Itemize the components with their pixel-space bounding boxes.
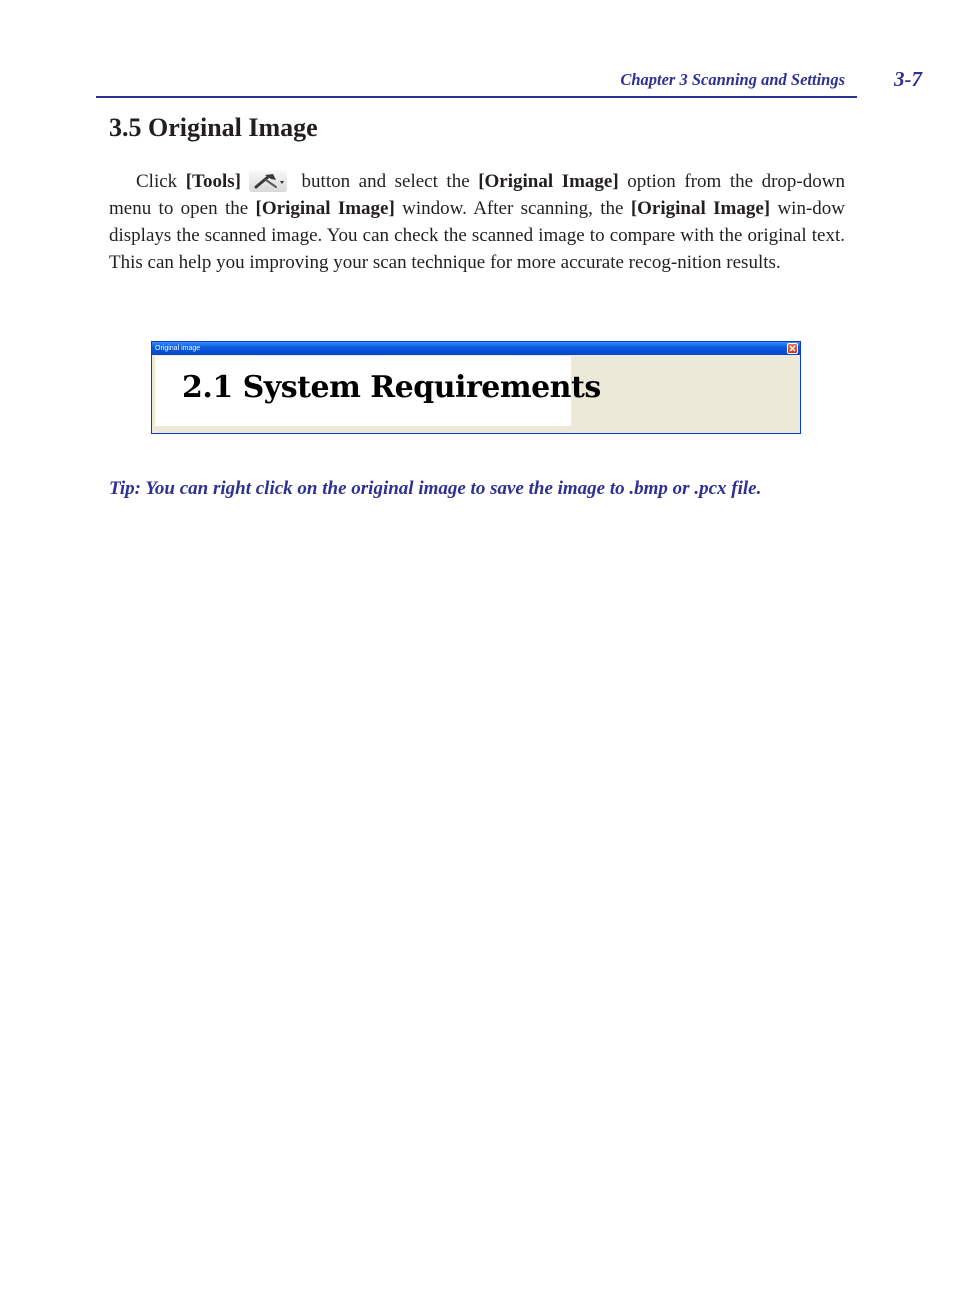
scanned-image-canvas[interactable] bbox=[155, 356, 601, 426]
scanned-text: 2.1 System Requirements bbox=[182, 370, 601, 405]
chapter-header: Chapter 3 Scanning and Settings bbox=[620, 70, 845, 89]
original-image-label-1: [Original Image] bbox=[478, 171, 619, 192]
tools-icon bbox=[249, 170, 287, 192]
window-titlebar[interactable] bbox=[152, 342, 800, 355]
body-text-4: window. After scanning, the bbox=[394, 198, 631, 219]
page-number: 3-7 bbox=[894, 67, 922, 91]
original-image-window bbox=[151, 341, 801, 434]
body-text-1: Click bbox=[136, 171, 186, 192]
tools-label: [Tools] bbox=[185, 171, 241, 192]
body-text-5: win-dow displays the scanned image. You can check the scanned image to compare with the original text. This can help you improving your scan technique for more accurate recog-nition results. bbox=[109, 198, 846, 273]
tip-text: Tip: You can right click on the original image to save the image to .bmp or .pcx file. bbox=[109, 478, 762, 499]
header-divider bbox=[96, 96, 857, 98]
close-icon[interactable] bbox=[787, 343, 798, 354]
original-image-label-2: [Original Image] bbox=[255, 198, 395, 219]
body-text-2: button and select the bbox=[292, 171, 479, 192]
section-title: 3.5 Original Image bbox=[109, 113, 318, 142]
body-paragraph bbox=[109, 168, 845, 276]
body-text-3: option from the drop-down menu to open the bbox=[109, 171, 845, 219]
original-image-label-3: [Original Image] bbox=[630, 198, 771, 219]
window-title: Original image bbox=[155, 345, 201, 352]
